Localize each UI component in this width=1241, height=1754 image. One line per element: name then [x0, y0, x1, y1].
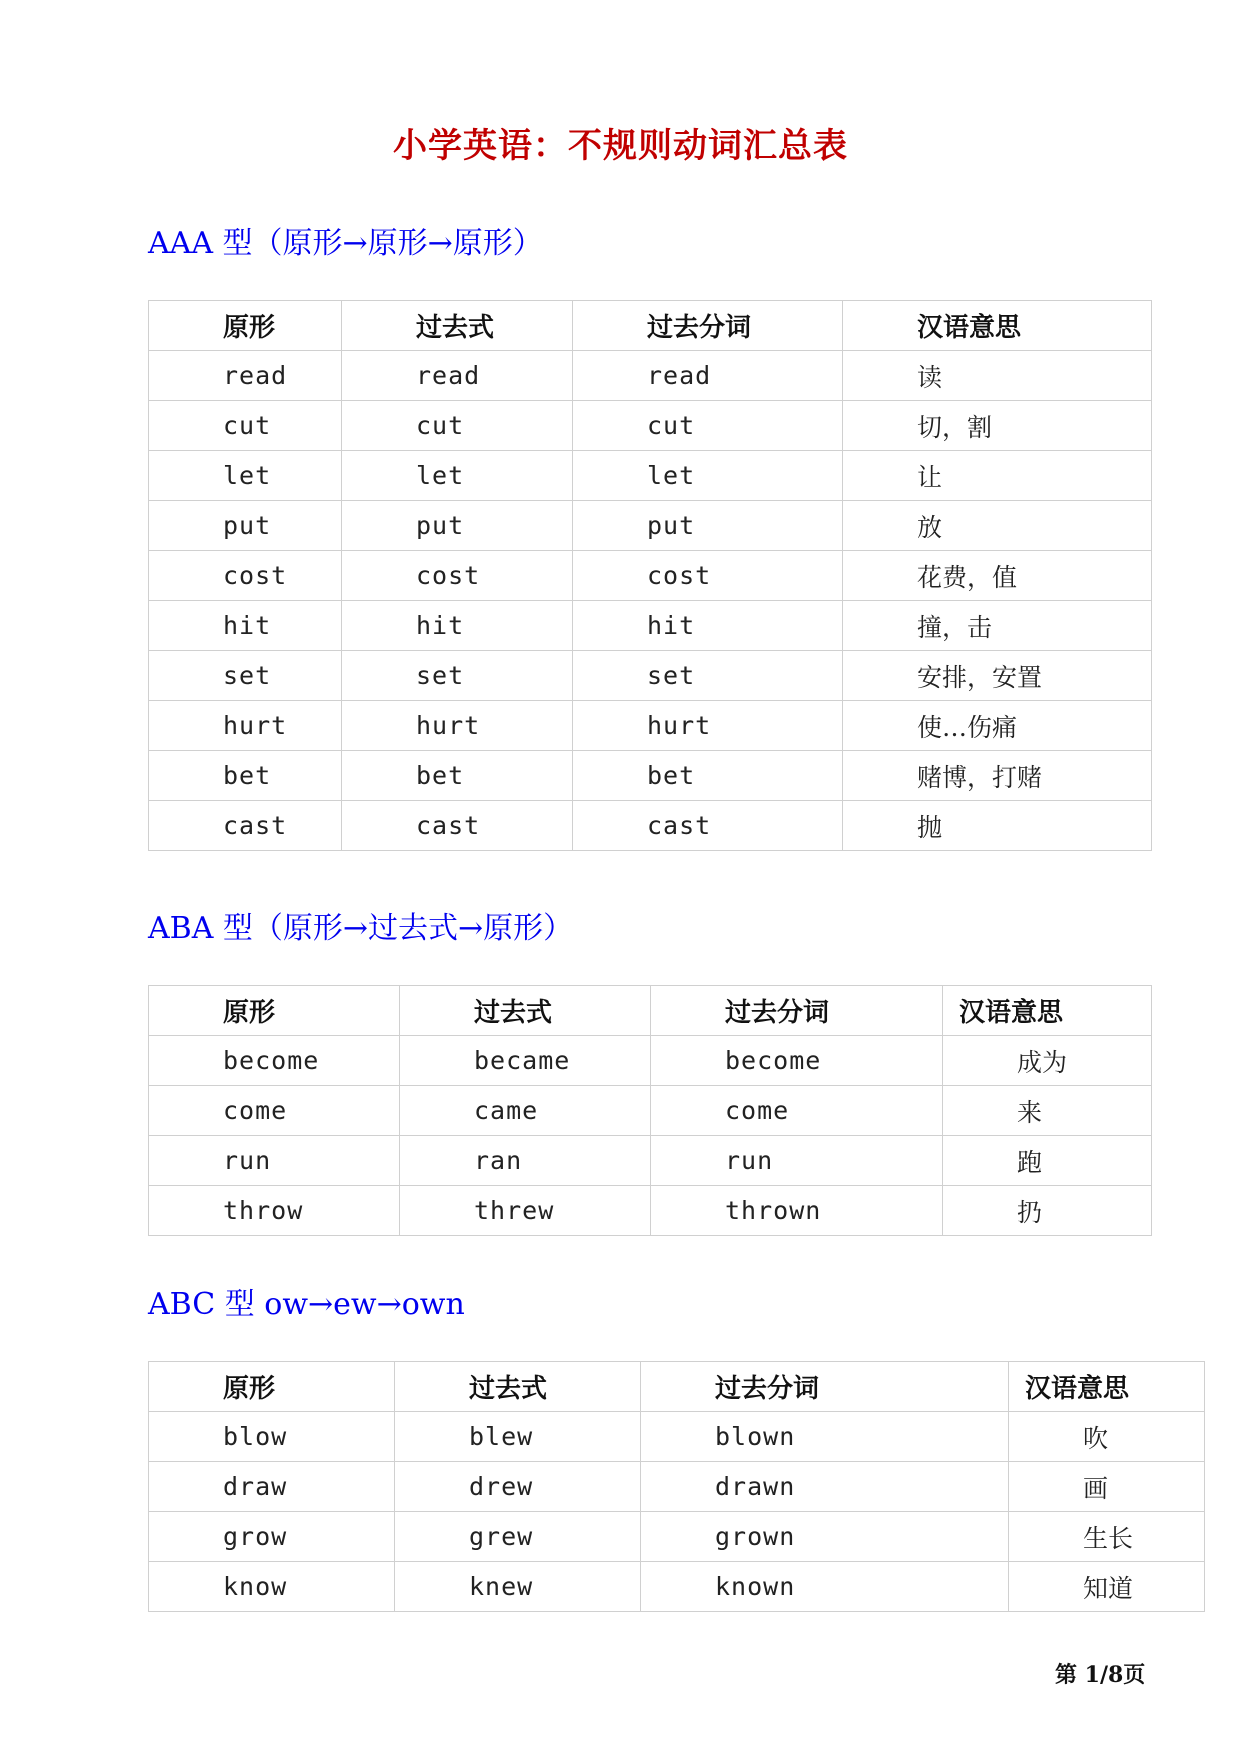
- base-form-cell: know: [149, 1562, 395, 1612]
- base-form-cell: put: [149, 501, 342, 551]
- table-row: [149, 1412, 1205, 1462]
- column-header: 过去分词: [651, 986, 943, 1036]
- past-participle-cell: cut: [573, 401, 843, 451]
- past-participle-cell: run: [651, 1136, 943, 1186]
- chinese-meaning-cell: 安排，安置: [843, 651, 1152, 701]
- past-tense-cell: threw: [400, 1186, 651, 1236]
- chinese-meaning-cell: 画: [1009, 1462, 1205, 1512]
- column-header: 原形: [149, 301, 342, 351]
- past-tense-cell: cost: [342, 551, 573, 601]
- chinese-meaning-cell: 来: [943, 1086, 1152, 1136]
- past-tense-cell: became: [400, 1036, 651, 1086]
- chinese-meaning-cell: 跑: [943, 1136, 1152, 1186]
- column-header: 原形: [149, 986, 400, 1036]
- chinese-meaning-cell: 花费，值: [843, 551, 1152, 601]
- table-row: [149, 401, 1152, 451]
- chinese-meaning-cell: 知道: [1009, 1562, 1205, 1612]
- chinese-meaning-cell: 抛: [843, 801, 1152, 851]
- chinese-meaning-cell: 赌博，打赌: [843, 751, 1152, 801]
- column-header: 汉语意思: [943, 986, 1152, 1036]
- table-row: [149, 451, 1152, 501]
- past-participle-cell: thrown: [651, 1186, 943, 1236]
- table-row: [149, 701, 1152, 751]
- base-form-cell: cast: [149, 801, 342, 851]
- past-participle-cell: hit: [573, 601, 843, 651]
- base-form-cell: come: [149, 1086, 400, 1136]
- past-participle-cell: let: [573, 451, 843, 501]
- base-form-cell: bet: [149, 751, 342, 801]
- table-header-row: [149, 1362, 1205, 1412]
- base-form-cell: cut: [149, 401, 342, 451]
- past-participle-cell: drawn: [641, 1462, 1009, 1512]
- past-participle-cell: put: [573, 501, 843, 551]
- column-header: 过去式: [342, 301, 573, 351]
- table-row: [149, 601, 1152, 651]
- chinese-meaning-cell: 让: [843, 451, 1152, 501]
- base-form-cell: run: [149, 1136, 400, 1186]
- table-header-row: [149, 301, 1152, 351]
- column-header: 汉语意思: [1009, 1362, 1205, 1412]
- table-row: [149, 1086, 1152, 1136]
- base-form-cell: set: [149, 651, 342, 701]
- base-form-cell: grow: [149, 1512, 395, 1562]
- base-form-cell: become: [149, 1036, 400, 1086]
- section-heading-aaa: AAA 型（原形→原形→原形）: [148, 226, 543, 261]
- past-tense-cell: set: [342, 651, 573, 701]
- table-row: [149, 551, 1152, 601]
- table-header-row: [149, 986, 1152, 1036]
- past-participle-cell: read: [573, 351, 843, 401]
- table-row: [149, 1186, 1152, 1236]
- page-number: 第 1/8页: [1055, 1662, 1146, 1688]
- chinese-meaning-cell: 扔: [943, 1186, 1152, 1236]
- past-tense-cell: came: [400, 1086, 651, 1136]
- table-row: [149, 1036, 1152, 1086]
- past-tense-cell: ran: [400, 1136, 651, 1186]
- chinese-meaning-cell: 吹: [1009, 1412, 1205, 1462]
- past-participle-cell: grown: [641, 1512, 1009, 1562]
- chinese-meaning-cell: 成为: [943, 1036, 1152, 1086]
- verb-table-aaa: [148, 300, 1152, 851]
- table-row: [149, 1562, 1205, 1612]
- past-tense-cell: grew: [395, 1512, 641, 1562]
- base-form-cell: let: [149, 451, 342, 501]
- past-participle-cell: known: [641, 1562, 1009, 1612]
- table-row: [149, 1136, 1152, 1186]
- column-header: 过去式: [395, 1362, 641, 1412]
- past-tense-cell: bet: [342, 751, 573, 801]
- chinese-meaning-cell: 放: [843, 501, 1152, 551]
- past-tense-cell: cast: [342, 801, 573, 851]
- chinese-meaning-cell: 生长: [1009, 1512, 1205, 1562]
- past-participle-cell: bet: [573, 751, 843, 801]
- base-form-cell: read: [149, 351, 342, 401]
- table-row: [149, 801, 1152, 851]
- past-tense-cell: hit: [342, 601, 573, 651]
- base-form-cell: draw: [149, 1462, 395, 1512]
- document-title: 小学英语：不规则动词汇总表: [393, 126, 848, 166]
- chinese-meaning-cell: 撞，击: [843, 601, 1152, 651]
- past-tense-cell: hurt: [342, 701, 573, 751]
- section-heading-abc: ABC 型 ow→ew→own: [148, 1287, 465, 1322]
- table-row: [149, 751, 1152, 801]
- past-participle-cell: become: [651, 1036, 943, 1086]
- table-row: [149, 1512, 1205, 1562]
- past-participle-cell: cast: [573, 801, 843, 851]
- past-participle-cell: cost: [573, 551, 843, 601]
- column-header: 过去分词: [641, 1362, 1009, 1412]
- base-form-cell: throw: [149, 1186, 400, 1236]
- base-form-cell: hit: [149, 601, 342, 651]
- past-tense-cell: let: [342, 451, 573, 501]
- column-header: 过去分词: [573, 301, 843, 351]
- base-form-cell: blow: [149, 1412, 395, 1462]
- base-form-cell: hurt: [149, 701, 342, 751]
- past-participle-cell: come: [651, 1086, 943, 1136]
- past-tense-cell: cut: [342, 401, 573, 451]
- past-tense-cell: blew: [395, 1412, 641, 1462]
- verb-table-abc: [148, 1361, 1205, 1612]
- chinese-meaning-cell: 使…伤痛: [843, 701, 1152, 751]
- base-form-cell: cost: [149, 551, 342, 601]
- chinese-meaning-cell: 读: [843, 351, 1152, 401]
- column-header: 过去式: [400, 986, 651, 1036]
- past-participle-cell: hurt: [573, 701, 843, 751]
- table-row: [149, 501, 1152, 551]
- table-row: [149, 651, 1152, 701]
- past-participle-cell: blown: [641, 1412, 1009, 1462]
- section-heading-aba: ABA 型（原形→过去式→原形）: [148, 911, 574, 946]
- past-tense-cell: put: [342, 501, 573, 551]
- table-row: [149, 1462, 1205, 1512]
- verb-table-aba: [148, 985, 1152, 1236]
- past-tense-cell: read: [342, 351, 573, 401]
- table-row: [149, 351, 1152, 401]
- column-header: 汉语意思: [843, 301, 1152, 351]
- chinese-meaning-cell: 切，割: [843, 401, 1152, 451]
- column-header: 原形: [149, 1362, 395, 1412]
- past-tense-cell: drew: [395, 1462, 641, 1512]
- past-tense-cell: knew: [395, 1562, 641, 1612]
- past-participle-cell: set: [573, 651, 843, 701]
